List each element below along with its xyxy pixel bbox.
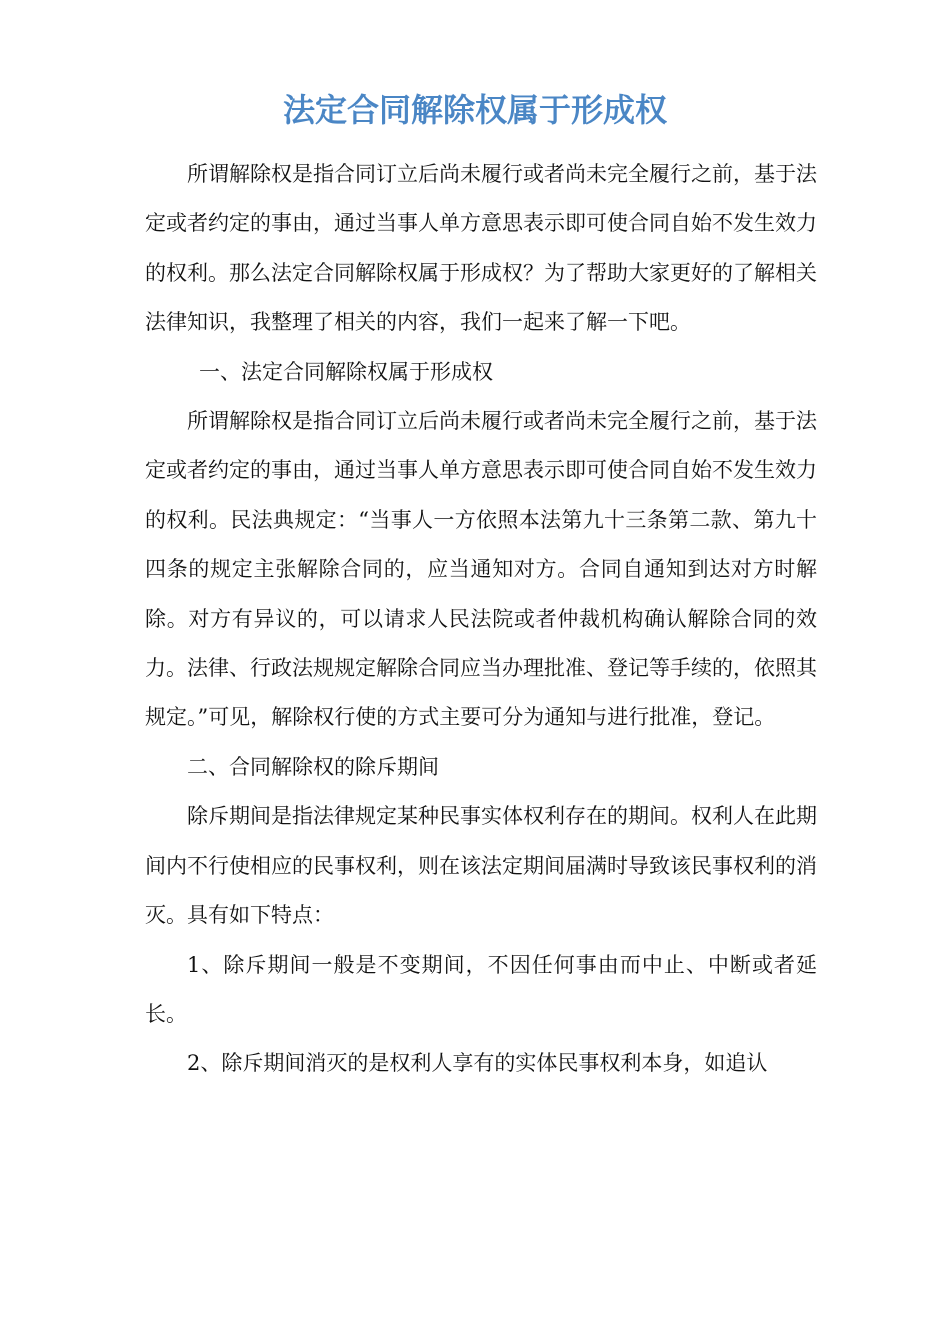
section-2-paragraph: 除斥期间是指法律规定某种民事实体权利存在的期间。权利人在此期间内不行使相应的民事权利，则在该法定期间届满时导致该民事权利的消灭。具有如下特点： [145,804,817,928]
section-1-paragraph: 所谓解除权是指合同订立后尚未履行或者尚未完全履行之前，基于法定或者约定的事由，通过当事人单方意思表示即可使合同自始不发生效力的权利。民法典规定：“当事人一方依照本法第九十三条第二款、第九十四条的规定主张解除合同的，应当通知对方。合同自通知到达对方时解除。对方有异议的，可以请求人民法院或者仲裁机构确认解除合同的效力。法律、行政法规规定解除合同应当办理批准、登记等手续的，依照其规定。”可见，解除权行使的方式主要可分为通知与进行批准，登记。 [145,409,817,730]
document-body [145,150,817,1089]
point-1-paragraph: 1、除斥期间一般是不变期间，不因任何事由而中止、中断或者延长。 [145,952,817,1026]
document-title: 法定合同解除权属于形成权 [282,91,667,129]
intro-paragraph: 所谓解除权是指合同订立后尚未履行或者尚未完全履行之前，基于法定或者约定的事由，通过当事人单方意思表示即可使合同自始不发生效力的权利。那么法定合同解除权属于形成权？为了帮助大家更好的了解相关法律知识，我整理了相关的内容，我们一起来了解一下吧。 [145,162,817,335]
section-2-heading: 二、合同解除权的除斥期间 [187,754,439,779]
section-1-heading: 一、法定合同解除权属于形成权 [199,359,493,384]
point-2-paragraph: 2、除斥期间消灭的是权利人享有的实体民事权利本身，如追认 [187,1051,768,1076]
